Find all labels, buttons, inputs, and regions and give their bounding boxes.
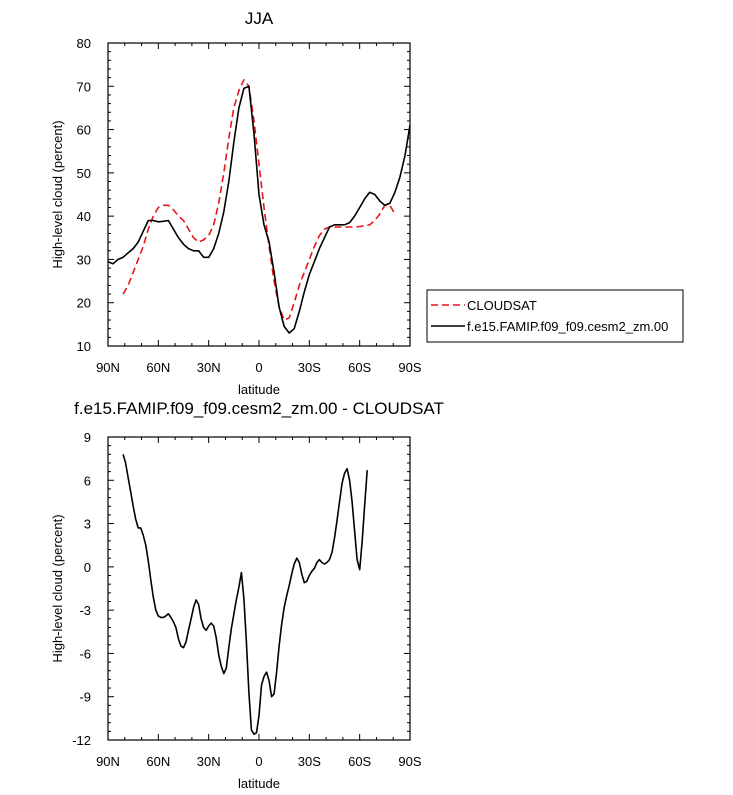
top-chart-panel [50,9,422,397]
x-tick-label: 30S [297,754,321,769]
y-tick-label: 20 [76,295,91,311]
y-tick-label: 40 [76,209,91,225]
x-tick-label: 30N [196,754,221,769]
y-tick-label: 70 [76,79,91,95]
y-tick-label: 9 [83,430,91,445]
y-tick-label: -12 [72,733,91,748]
y-tick-label: 80 [76,36,91,51]
series-line-1 [108,86,410,333]
y-axis-label: High-level cloud (percent) [50,514,65,663]
chart-title: f.e15.FAMIP.f09_f09.cesm2_zm.00 - CLOUDSAT [74,399,444,418]
y-tick-label: 30 [76,252,91,268]
chart-title: JJA [244,9,274,28]
y-tick-label: 60 [76,122,91,138]
legend-label: f.e15.FAMIP.f09_f09.cesm2_zm.00 [467,319,669,334]
x-tick-label: 30S [297,360,321,375]
x-tick-label: 60S [348,754,372,769]
x-tick-label: 0 [255,754,263,769]
series-line-0 [123,80,395,320]
y-tick-label: 10 [76,339,91,354]
x-tick-label: 60N [146,754,171,769]
x-tick-label: 60S [348,360,372,375]
y-tick-label: 3 [83,516,91,532]
x-tick-label: 30N [196,360,221,375]
y-tick-label: 50 [76,165,91,181]
y-tick-label: 6 [83,473,91,489]
plot-frame [108,437,410,740]
x-axis-label: latitude [238,382,280,397]
y-axis-label: High-level cloud (percent) [50,120,65,269]
x-tick-label: 60N [146,360,171,375]
x-axis-label: latitude [238,776,280,791]
y-tick-label: -9 [79,689,91,705]
y-tick-label: -3 [79,603,91,619]
x-tick-label: 90S [398,360,422,375]
y-tick-label: -6 [79,646,91,662]
y-tick-label: 0 [83,559,91,575]
series-line-0 [123,454,367,734]
x-tick-label: 90S [398,754,422,769]
x-tick-label: 0 [255,360,263,375]
bottom-chart-panel [50,399,444,791]
legend-box [427,290,683,342]
chart-legend [427,290,683,342]
x-tick-label: 90N [96,360,120,375]
x-tick-label: 90N [96,754,120,769]
legend-label: CLOUDSAT [467,298,537,313]
